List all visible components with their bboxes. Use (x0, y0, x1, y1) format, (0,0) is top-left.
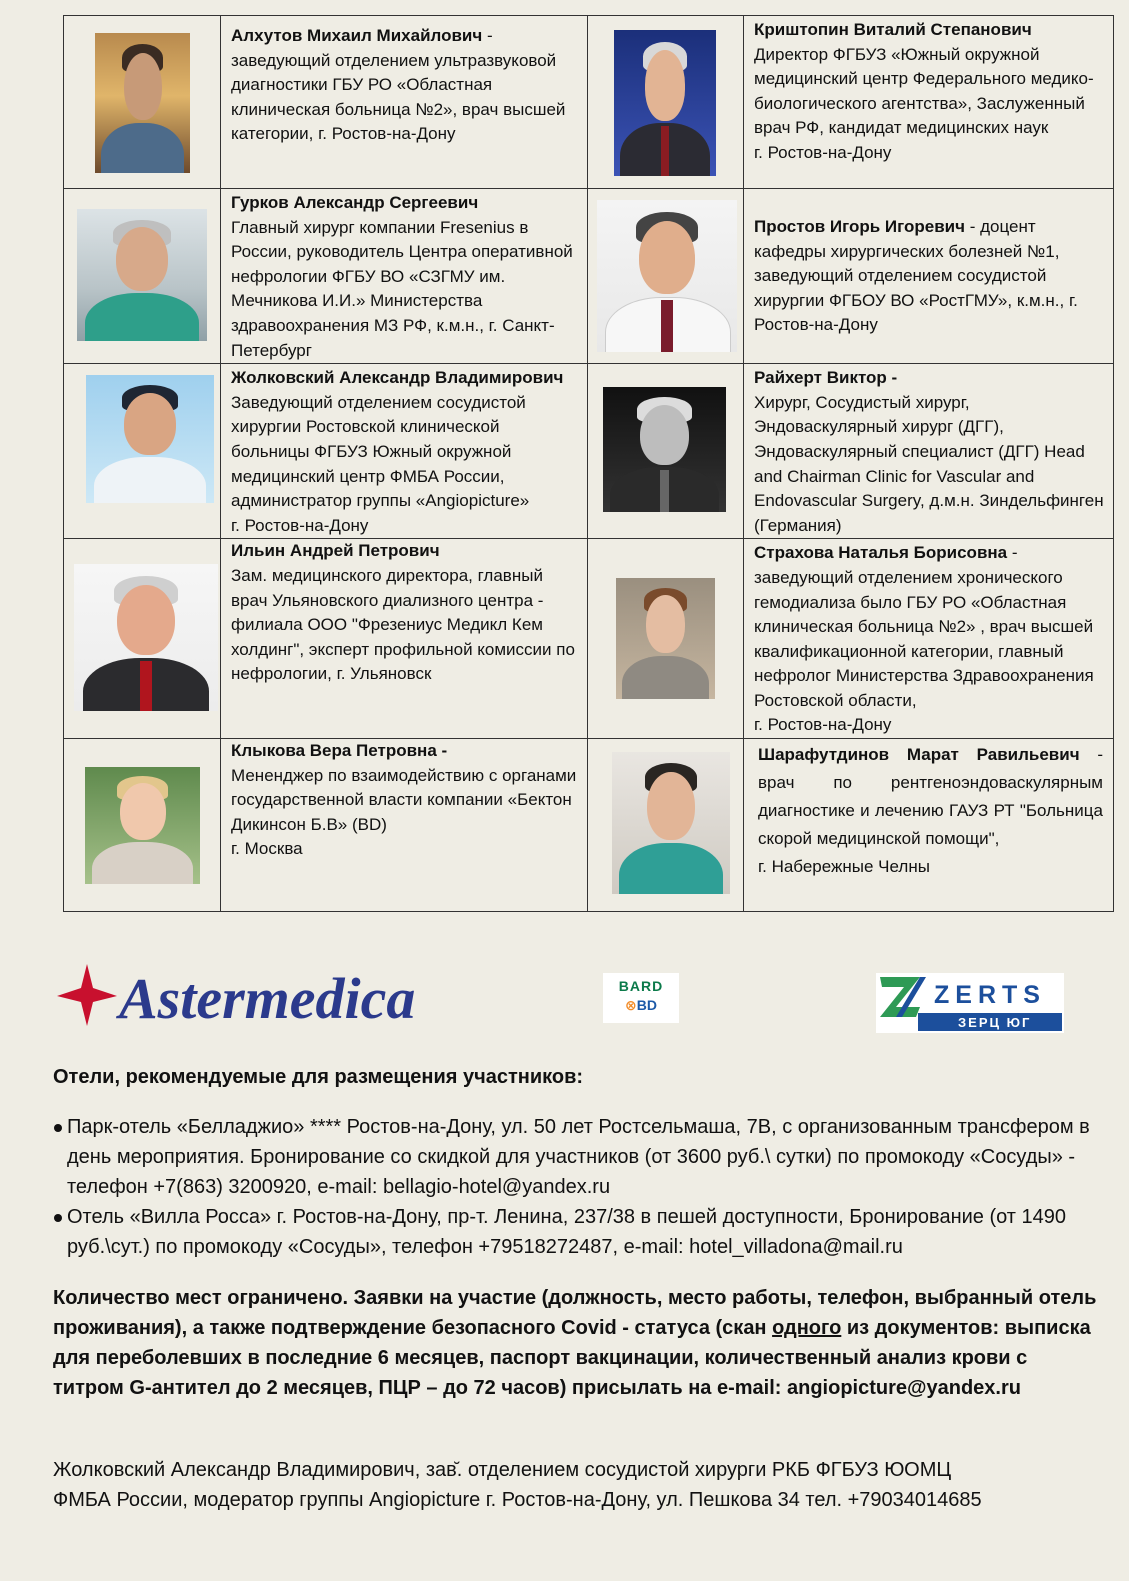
contact-line: ФМБА России, модератор группы Angiopicture г. Ростов-на-Дону, ул. Пешкова 34 тел. +79034014685 (53, 1489, 982, 1511)
speaker-name: Ильин Андрей Петрович (231, 541, 440, 561)
registration-notice: Количество мест ограничено. Заявки на участие (должность, место работы, телефон, выбранный отель проживания), а также подтверждение безопасного Covid - статуса (скан одного из документов: выписка для переболевших в последние 6 месяцев, паспорт вакцинации, количественный анализ крови с титром G-антител до 2 месяцев, ПЦР – до 72 часов) присылать на e-mail: angiopicture@yandex.ru (53, 1287, 1097, 1399)
photo-cell (64, 539, 221, 739)
photo-cell (588, 739, 744, 912)
photo-cell (588, 16, 744, 189)
hotel-item: Парк-отель «Белладжио» **** Ростов-на-Дону, ул. 50 лет Ростсельмаша, 7В, с организованным трансфером в день мероприятия. Бронирование со скидкой для участников (от 3600 руб.\ сутки) по промокоду «Сосуды» - телефон +7(863) 3200920, e-mail: bellagio-hotel@yandex.ru (53, 1112, 1103, 1202)
speaker-photo (614, 30, 716, 176)
photo-cell (64, 739, 221, 912)
bard-text: BARD (618, 978, 664, 994)
speaker-photo (597, 200, 737, 352)
speaker-desc: Хирург, Сосудистый хирург, Эндоваскулярный хирург (ДГГ), Эндоваскулярный специалист (ДГГ) Head and Chairman Clinic for Vascular and Endovascular Surgery, д.м.н. Зиндельфинген (Германия) (754, 392, 1104, 535)
speaker-desc: - врач по рентгеноэндоваскулярным диагностике и лечению ГАУЗ РТ "Больница скорой медицинской помощи", (758, 745, 1103, 849)
speaker-photo (616, 578, 715, 699)
speaker-info (221, 739, 588, 912)
svg-text:ЗЕРЦ ЮГ: ЗЕРЦ ЮГ (958, 1015, 1032, 1030)
speaker-city: г. Ростов-на-Дону (231, 515, 369, 535)
speaker-city: г. Москва (231, 839, 303, 859)
speaker-info (744, 739, 1114, 912)
astermedica-logo (55, 960, 455, 1030)
speaker-name: Простов Игорь Игоревич (754, 217, 965, 236)
sponsor-logos (0, 955, 1129, 1045)
speaker-desc: Главный хирург компании Fresenius в России, руководитель Центра оперативной нефрологии ФГБУ ВО «СЗГМУ им. Мечникова И.И.» Министерства здравоохранения МЗ РФ, к.м.н., г. Санкт-Петербург (231, 217, 573, 360)
speaker-photo (77, 209, 207, 341)
bard-bd-logo (603, 973, 679, 1023)
speaker-name: Гурков Александр Сергеевич (231, 193, 479, 212)
speaker-photo (86, 375, 214, 503)
speaker-info (744, 364, 1114, 539)
speaker-name: Криштопин Виталий Степанович (754, 20, 1032, 39)
speaker-desc: Заведующий отделением сосудистой хирургии Ростовской клинической больницы ФГБУЗ Южный окружной медицинский центр ФМБА России, администратор группы «Angiopicture» (231, 392, 530, 511)
speaker-photo (603, 387, 726, 512)
photo-cell (588, 189, 744, 364)
speaker-info (744, 189, 1114, 364)
speaker-info (221, 16, 588, 189)
hotels-list (53, 1112, 1103, 1262)
speaker-desc: Зам. медицинского директора, главный врач Ульяновского диализного центра - филиала ООО "Фрезениус Медикл Кем холдинг", эксперт профильной комиссии по нефрологии, г. Ульяновск (231, 565, 575, 684)
speaker-city: г. Ростов-на-Дону (754, 142, 892, 162)
speaker-name: Клыкова Вера Петровна - (231, 741, 448, 761)
speaker-name: Алхутов Михаил Михайлович (231, 26, 483, 45)
speaker-city: г. Ростов-на-Дону (754, 715, 892, 735)
underlined-word: одного (772, 1317, 842, 1339)
contact-info (53, 1455, 1103, 1515)
speaker-name: Райхерт Виктор - (754, 368, 898, 388)
speaker-photo (612, 752, 730, 894)
speaker-name: Страхова Наталья Борисовна (754, 543, 1008, 563)
speaker-desc: Директор ФГБУЗ «Южный окружной медицинский центр Федерального медико-биологического агентства», Заслуженный врач РФ, кандидат медицинских наук (754, 44, 1094, 138)
speaker-name: Шарафутдинов Марат Равильевич (758, 745, 1080, 765)
photo-cell (64, 189, 221, 364)
speaker-desc: - заведующий отделением хронического гемодиализа было ГБУ РО «Областная клиническая больница №2» , врач высшей квалификационной категории, главный нефролог Министерства Здравоохранения Ростовской области, (754, 543, 1094, 710)
hotels-title: Отели, рекомендуемые для размещения участников: (53, 1066, 584, 1088)
speaker-info (221, 189, 588, 364)
speaker-desc: - заведующий отделением ультразвуковой диагностики ГБУ РО «Областная клиническая больница №2», врач высшей категории, г. Ростов-на-Дону (231, 26, 566, 144)
speaker-info (744, 16, 1114, 189)
photo-cell (64, 16, 221, 189)
hotel-item: Отель «Вилла Росса» г. Ростов-на-Дону, пр-т. Ленина, 237/38 в пешей доступности, Бронирование (от 1490 руб.\сут.) по промокоду «Сосуды», телефон +79518272487, e-mail: hotel_villadona@mail.ru (53, 1202, 1103, 1262)
speaker-desc: - доцент кафедры хирургических болезней №1, заведующий отделением сосудистой хирургии ФГБОУ ВО «РостГМУ», к.м.н., г. Ростов-на-Дону (754, 217, 1078, 335)
photo-cell (64, 364, 221, 539)
svg-text:ZERTS: ZERTS (934, 981, 1046, 1009)
svg-text:Astermedica: Astermedica (119, 966, 416, 1030)
contact-line: Жолковский Александр Владимирович, зав̆. отделением сосудистой хирурги РКБ ФГБУЗ ЮОМЦ (53, 1459, 952, 1481)
speaker-photo (85, 767, 200, 884)
speaker-info (221, 539, 588, 739)
speaker-photo (74, 564, 218, 711)
speaker-info (221, 364, 588, 539)
photo-cell (588, 539, 744, 739)
bd-icon: ⊗ (625, 997, 637, 1013)
speaker-name: Жолковский Александр Владимирович (231, 368, 564, 388)
speaker-photo (95, 33, 190, 173)
bd-text: ⊗BD (625, 997, 657, 1013)
speaker-info (744, 539, 1114, 739)
star-icon (57, 964, 117, 1026)
speaker-desc: Мененджер по взаимодействию с органами государственной власти компании «Бектон Дикинсон Б.В» (BD) (231, 765, 577, 834)
speaker-city: г. Набережные Челны (758, 857, 930, 877)
photo-cell (588, 364, 744, 539)
zerts-logo (876, 973, 1064, 1033)
speakers-table (63, 15, 1114, 912)
